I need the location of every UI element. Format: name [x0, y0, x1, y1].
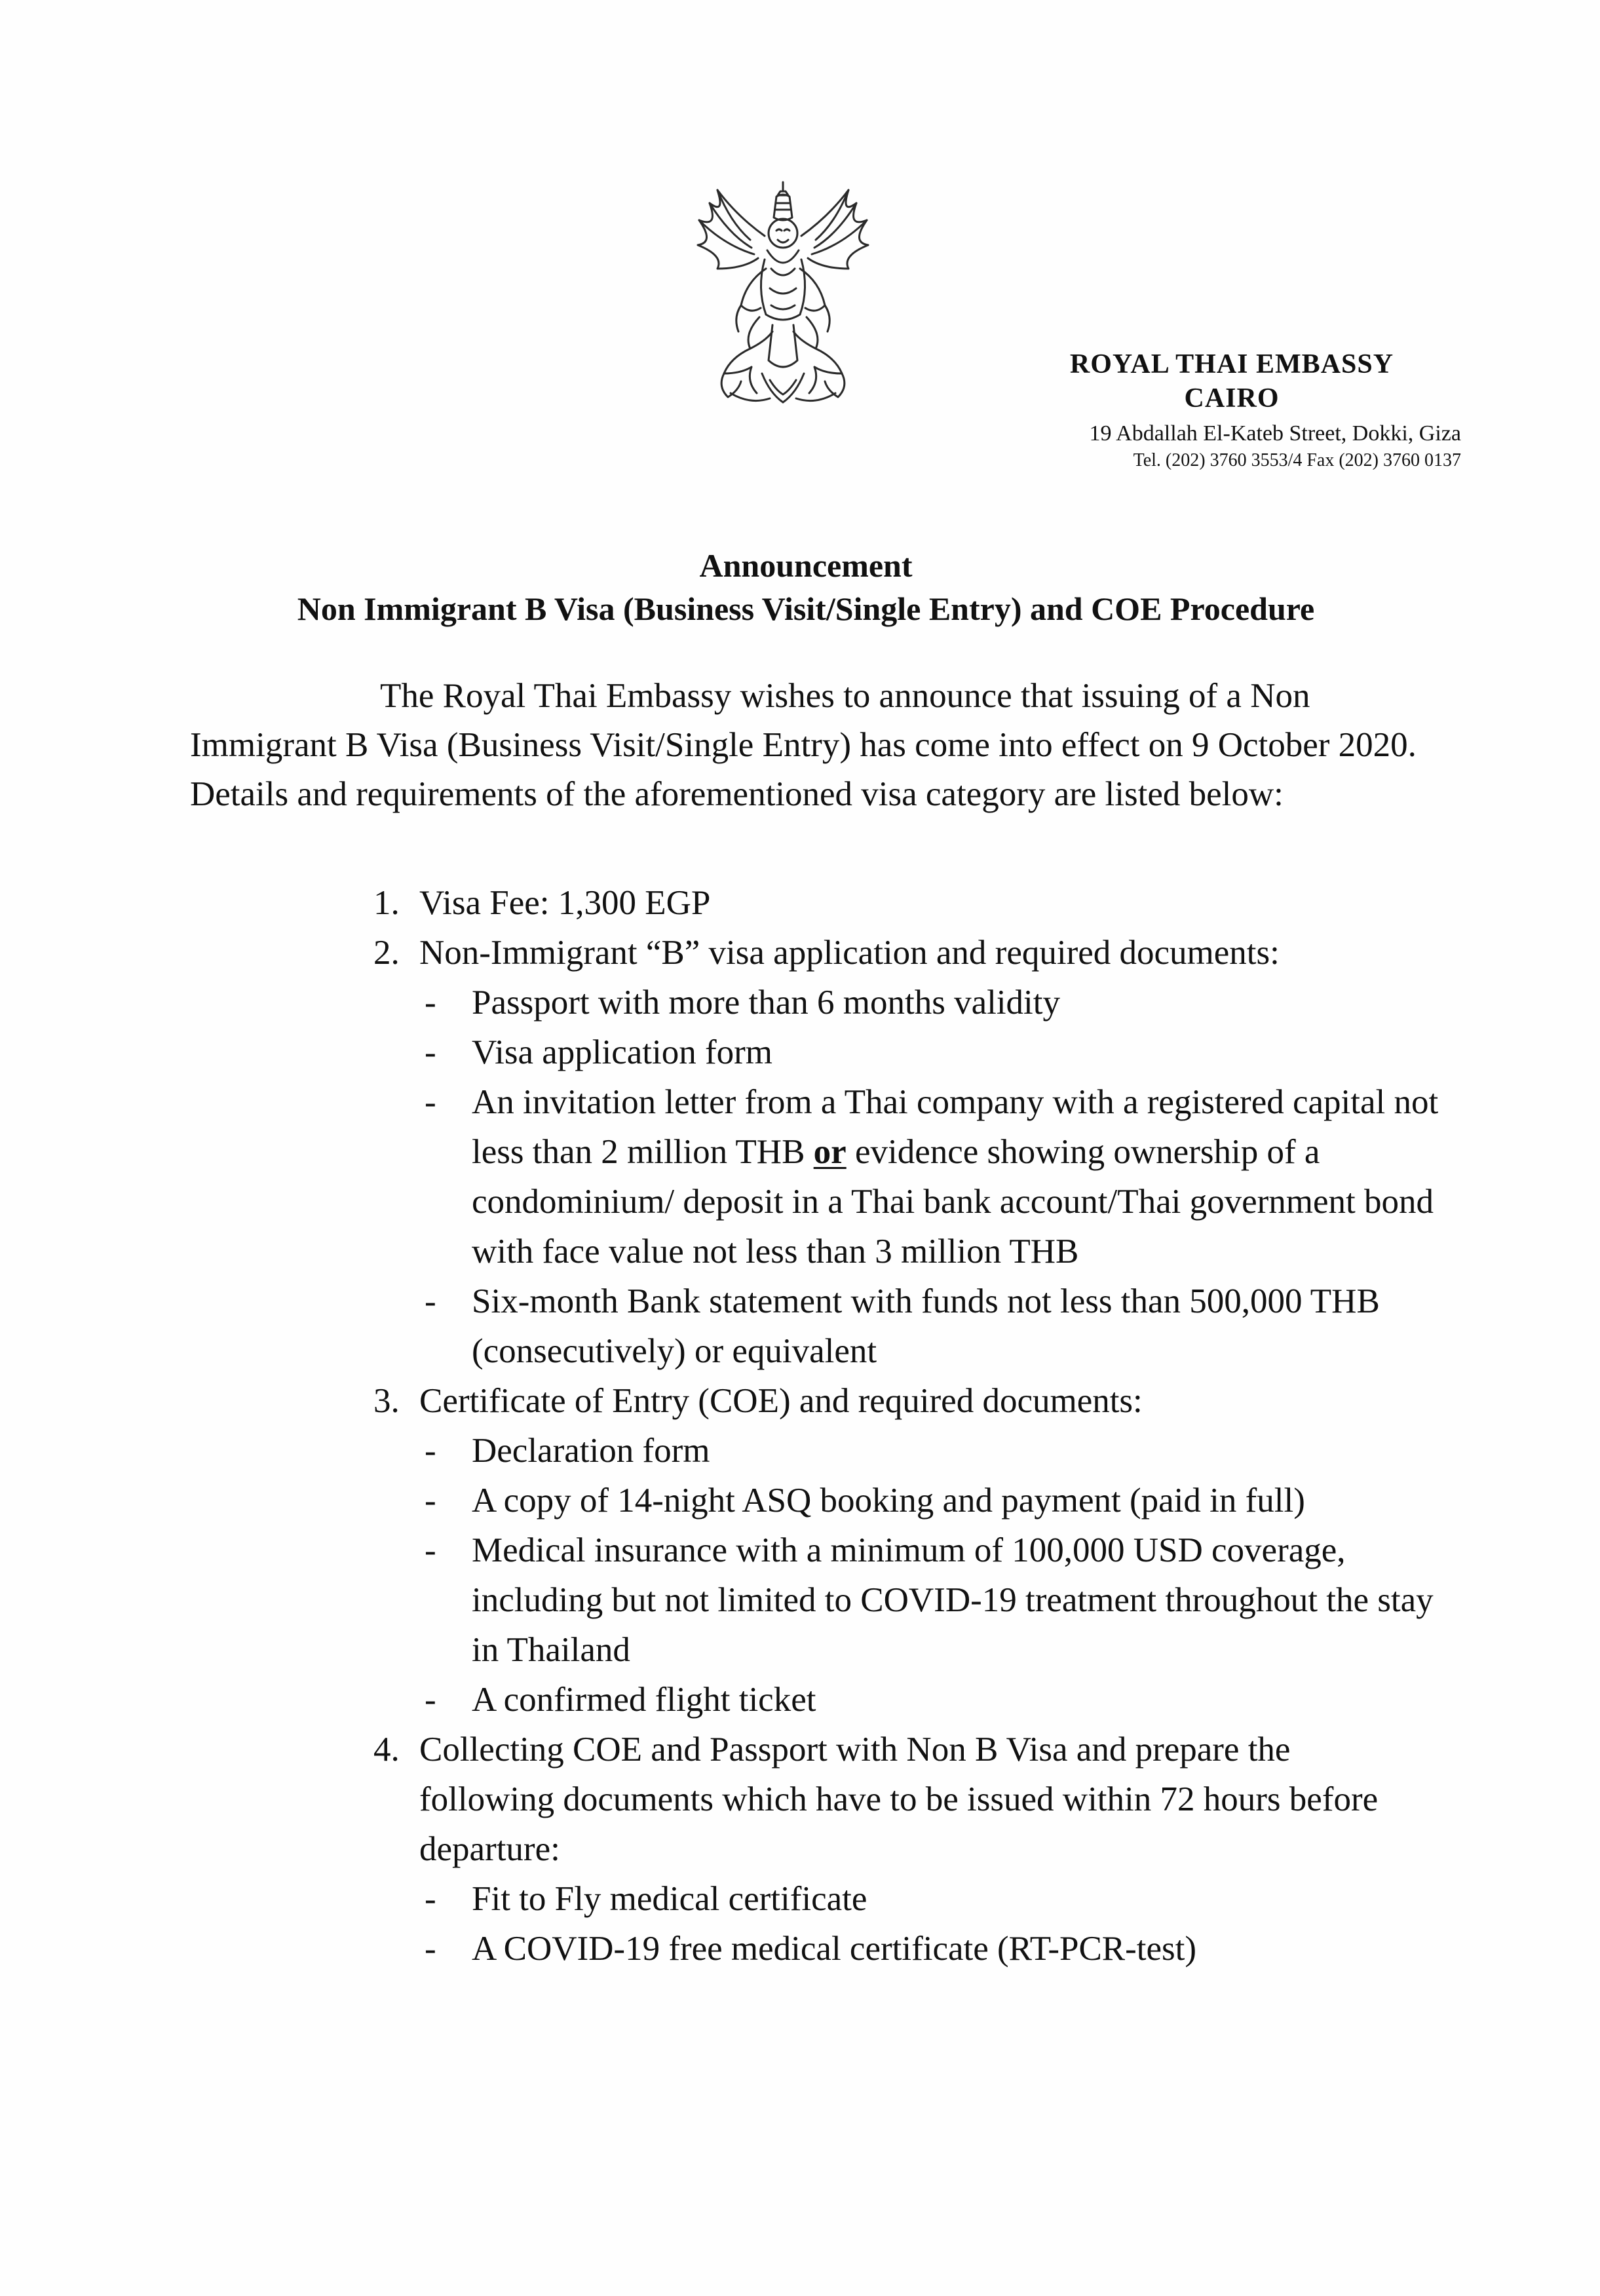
- garuda-emblem-icon: [678, 177, 888, 410]
- sub-item-text: [472, 1077, 1455, 1276]
- list-item-2: [367, 928, 1455, 1376]
- letterhead: [1002, 347, 1461, 473]
- list-item-3: [367, 1376, 1455, 1725]
- sub-item-bank-statement: [367, 1276, 1455, 1376]
- sub-item: [367, 1525, 1455, 1675]
- item-text: Certificate of Entry (COE) and required documents:: [419, 1382, 1143, 1420]
- sub-item: [367, 1874, 1455, 1924]
- sub-item-text: Visa application form: [472, 1033, 772, 1071]
- sub-item-text: Fit to Fly medical certificate: [472, 1880, 867, 1918]
- item-number: 3.: [373, 1382, 400, 1420]
- sub-item: [367, 1924, 1455, 1974]
- intro-paragraph: [190, 672, 1422, 819]
- dash-bullet: -: [425, 1880, 436, 1918]
- announcement-title: Announcement: [699, 547, 913, 584]
- embassy-name: ROYAL THAI EMBASSY: [1069, 349, 1394, 379]
- invitation-text-end: evidence showing ownership of a condominium/ deposit in a Thai bank account/Thai government bond with face value not less than 3 million THB: [472, 1133, 1434, 1271]
- sub-item: [367, 978, 1455, 1027]
- embassy-contact: Tel. (202) 3760 3553/4 Fax (202) 3760 0137: [1133, 450, 1461, 470]
- sub-item-text: Medical insurance with a minimum of 100,000 USD coverage, including but not limited to COVID-19 treatment throughout the stay in Thailand: [472, 1531, 1434, 1669]
- list-item-1: [367, 878, 1455, 928]
- sub-item: [367, 1675, 1455, 1725]
- intro-text: The Royal Thai Embassy wishes to announce that issuing of a Non Immigrant B Visa (Business Visit/Single Entry) has come into effect on 9 October 2020. Details and requirements of the aforementioned visa category are listed below:: [190, 677, 1417, 813]
- dash-bullet: -: [425, 1482, 436, 1520]
- sub-item: [367, 1476, 1455, 1525]
- embassy-city: CAIRO: [1184, 383, 1280, 413]
- sub-item: [367, 1027, 1455, 1077]
- sub-item-text: Passport with more than 6 months validity: [472, 984, 1060, 1022]
- sub-item-text: A COVID-19 free medical certificate (RT-PCR-test): [472, 1930, 1197, 1968]
- dash-bullet: -: [425, 1531, 436, 1569]
- item-text: Non-Immigrant “B” visa application and required documents:: [419, 934, 1280, 972]
- item-text: Collecting COE and Passport with Non B Visa and prepare the following documents which have to be issued within 72 hours before departure:: [419, 1731, 1379, 1868]
- list-item-4: [367, 1725, 1455, 1974]
- dash-bullet: -: [425, 1033, 436, 1071]
- dash-bullet: -: [425, 984, 436, 1022]
- item-number: 1.: [373, 884, 400, 922]
- dash-bullet: -: [425, 1432, 436, 1470]
- requirements-list: [367, 878, 1455, 1974]
- dash-bullet: -: [425, 1681, 436, 1719]
- item-number: 4.: [373, 1731, 400, 1769]
- dash-bullet: -: [425, 1930, 436, 1968]
- dash-bullet: -: [425, 1083, 436, 1121]
- sub-item-text: Six-month Bank statement with funds not less than 500,000 THB (consecutively) or equivalent: [472, 1282, 1380, 1370]
- invitation-text-start: An invitation letter from a Thai company with a registered capital not less than 2 million THB: [472, 1083, 1439, 1171]
- sub-item-text: A confirmed flight ticket: [472, 1681, 816, 1719]
- embassy-address: 19 Abdallah El-Kateb Street, Dokki, Giza: [1089, 421, 1461, 446]
- item-number: 2.: [373, 934, 400, 972]
- sub-item-text: Declaration form: [472, 1432, 710, 1470]
- dash-bullet: -: [425, 1282, 436, 1320]
- announcement-subtitle: Non Immigrant B Visa (Business Visit/Single Entry) and COE Procedure: [297, 590, 1315, 627]
- sub-item-invitation: [367, 1077, 1455, 1276]
- sub-item: [367, 1426, 1455, 1476]
- sub-item-text: A copy of 14-night ASQ booking and payment (paid in full): [472, 1482, 1305, 1520]
- emphasis-or: or: [813, 1133, 847, 1171]
- item-text: Visa Fee: 1,300 EGP: [419, 884, 711, 922]
